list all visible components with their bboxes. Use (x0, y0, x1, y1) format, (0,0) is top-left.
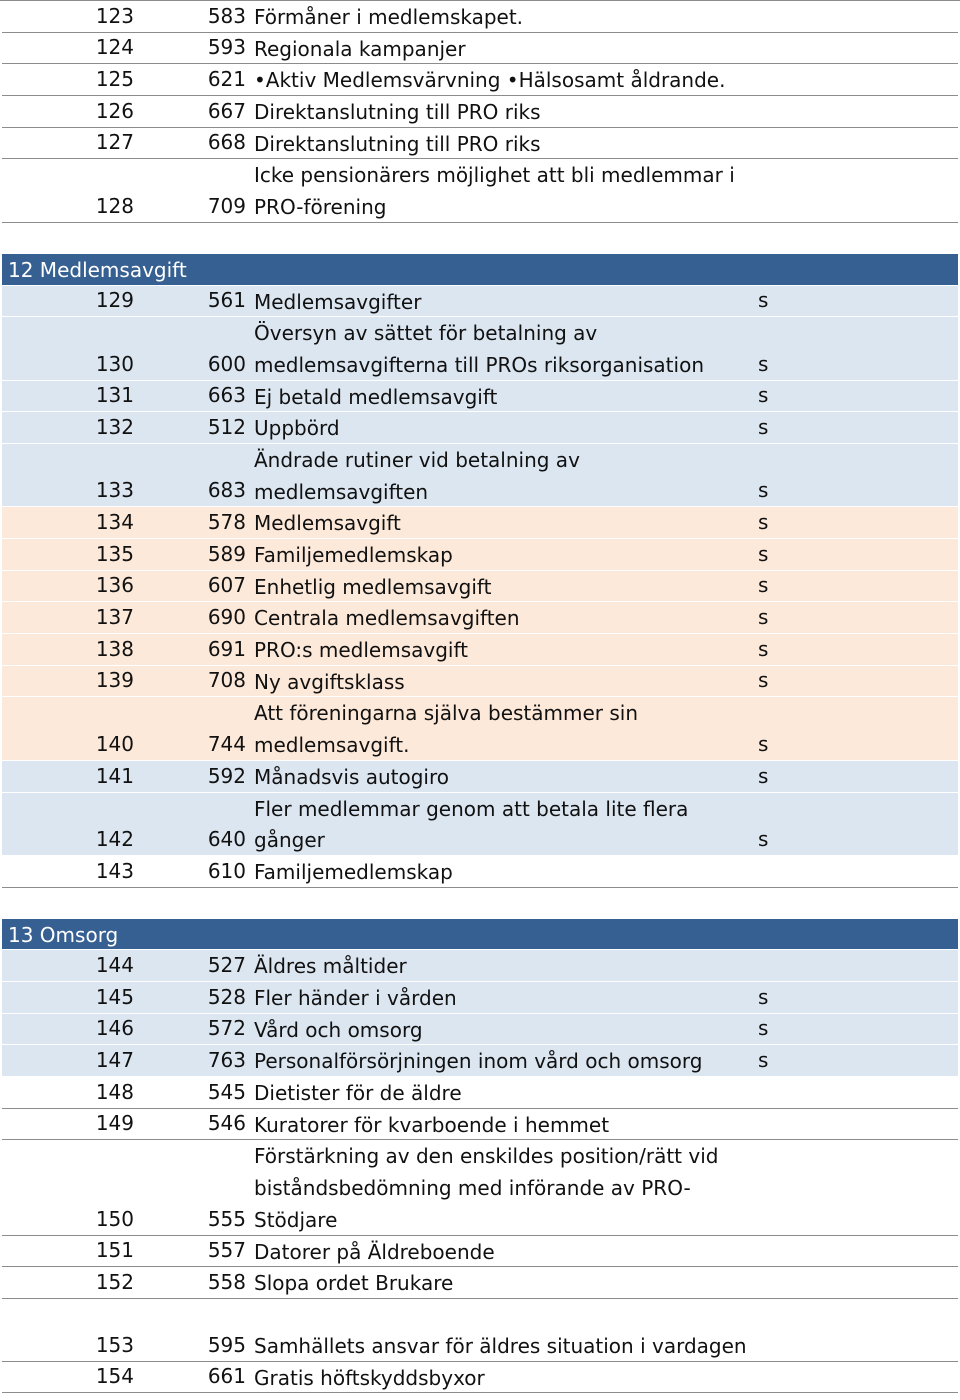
section-header (2, 919, 958, 951)
motion-code: 640 (207, 826, 246, 851)
table-row[interactable] (2, 982, 958, 1014)
row-number: 152 (95, 1269, 134, 1294)
motion-title: medlemsavgift. (254, 733, 410, 758)
motion-title: Medlemsavgifter (254, 289, 422, 314)
table-row[interactable] (2, 634, 958, 666)
motion-code: 572 (207, 1016, 246, 1041)
table-row[interactable] (2, 793, 958, 856)
motion-code: 583 (207, 3, 246, 28)
motion-code: 621 (207, 67, 246, 92)
status-flag: s (758, 763, 769, 788)
motion-code: 558 (207, 1269, 246, 1294)
table-row[interactable] (2, 64, 958, 96)
motion-title: •Aktiv Medlemsvärvning •Hälsosamt åldrande. (254, 68, 726, 93)
table-row[interactable] (2, 412, 958, 444)
motion-code: 667 (207, 98, 246, 123)
table-row[interactable] (2, 1140, 958, 1235)
status-flag: s (758, 605, 769, 630)
status-flag: s (758, 288, 769, 313)
status-flag: s (758, 1048, 769, 1073)
blank-row (2, 223, 958, 254)
table-row[interactable] (2, 159, 958, 222)
row-number: 148 (95, 1079, 134, 1104)
table-row[interactable] (2, 507, 958, 539)
section-header (2, 254, 958, 286)
blank-row (2, 1299, 958, 1330)
motion-title: Datorer på Äldreboende (254, 1239, 495, 1264)
motion-code: 528 (207, 984, 246, 1009)
motion-code: 763 (207, 1048, 246, 1073)
table-row[interactable] (2, 286, 958, 318)
motion-title: gånger (254, 828, 325, 853)
motion-code: 589 (207, 541, 246, 566)
table-row[interactable] (2, 381, 958, 413)
table-row[interactable] (2, 96, 958, 128)
table-row[interactable] (2, 1362, 958, 1394)
blank-row (2, 888, 958, 919)
row-number: 137 (95, 605, 134, 630)
status-flag: s (758, 668, 769, 693)
motion-title: Familjemedlemskap (254, 859, 453, 884)
motion-title: Ny avgiftsklass (254, 669, 405, 694)
table-row[interactable] (2, 33, 958, 65)
row-number: 150 (95, 1206, 134, 1231)
table-row[interactable] (2, 571, 958, 603)
row-number: 147 (95, 1048, 134, 1073)
row-number: 154 (95, 1364, 134, 1389)
motion-title: Enhetlig medlemsavgift (254, 574, 492, 599)
row-number: 140 (95, 731, 134, 756)
row-number: 142 (95, 826, 134, 851)
table-row[interactable] (2, 1, 958, 33)
motion-code: 555 (207, 1206, 246, 1231)
motion-title: Att föreningarna själva bestämmer sin (254, 701, 639, 726)
row-number: 130 (95, 351, 134, 376)
row-number: 139 (95, 668, 134, 693)
row-number: 129 (95, 288, 134, 313)
table-row[interactable] (2, 1267, 958, 1299)
table-row[interactable] (2, 317, 958, 380)
motion-title: Kuratorer för kvarboende i hemmet (254, 1112, 610, 1137)
motion-code: 709 (207, 193, 246, 218)
row-number: 135 (95, 541, 134, 566)
row-number: 131 (95, 383, 134, 408)
row-number: 141 (95, 763, 134, 788)
status-flag: s (758, 731, 769, 756)
motion-code: 527 (207, 953, 246, 978)
motion-title: Ändrade rutiner vid betalning av (254, 447, 580, 472)
table-row[interactable] (2, 1236, 958, 1268)
motion-title: Äldres måltider (254, 954, 407, 979)
motion-code: 557 (207, 1238, 246, 1263)
row-number: 149 (95, 1111, 134, 1136)
motion-code: 708 (207, 668, 246, 693)
table-row[interactable] (2, 539, 958, 571)
motion-title: Dietister för de äldre (254, 1081, 462, 1106)
status-flag: s (758, 510, 769, 535)
section-heading: 12 Medlemsavgift (8, 257, 187, 282)
motion-title: Förmåner i medlemskapet. (254, 5, 524, 29)
motion-title: Slopa ordet Brukare (254, 1271, 454, 1296)
motion-title: Månadsvis autogiro (254, 764, 450, 789)
motion-title: PRO:s medlemsavgift (254, 638, 468, 663)
motion-code: 545 (207, 1079, 246, 1104)
status-flag: s (758, 351, 769, 376)
motion-title: Samhällets ansvar för äldres situation i vardagen (254, 1333, 747, 1358)
motion-code: 744 (207, 731, 246, 756)
row-number: 143 (95, 858, 134, 883)
motion-code: 578 (207, 510, 246, 535)
motion-code: 595 (207, 1332, 246, 1357)
status-flag: s (758, 826, 769, 851)
status-flag: s (758, 383, 769, 408)
table-row[interactable] (2, 1109, 958, 1141)
motion-title: PRO-förening (254, 195, 387, 220)
motion-code: 600 (207, 351, 246, 376)
table-row[interactable] (2, 1014, 958, 1046)
motion-title: Fler händer i vården (254, 986, 457, 1011)
motion-title: Stödjare (254, 1207, 338, 1232)
row-number: 145 (95, 984, 134, 1009)
status-flag: s (758, 478, 769, 503)
motion-code: 561 (207, 288, 246, 313)
motion-code: 592 (207, 763, 246, 788)
motion-title: Vård och omsorg (254, 1017, 423, 1042)
motion-code: 593 (207, 35, 246, 60)
table-row[interactable] (2, 1330, 958, 1362)
motion-title: Förstärkning av den enskildes position/rätt vid (254, 1144, 719, 1169)
motion-title: Familjemedlemskap (254, 543, 453, 568)
motion-title: Regionala kampanjer (254, 36, 466, 61)
motion-title: biståndsbedömning med införande av PRO- (254, 1176, 691, 1201)
motion-title: Personalförsörjningen inom vård och omsorg (254, 1049, 703, 1074)
motion-title: Uppbörd (254, 416, 340, 441)
row-number: 123 (95, 3, 134, 28)
row-number: 151 (95, 1238, 134, 1263)
motion-code: 663 (207, 383, 246, 408)
status-flag: s (758, 1016, 769, 1041)
table-row[interactable] (2, 666, 958, 698)
row-number: 132 (95, 414, 134, 439)
row-number: 125 (95, 67, 134, 92)
row-number: 153 (95, 1332, 134, 1357)
motion-code: 512 (207, 414, 246, 439)
row-number: 146 (95, 1016, 134, 1041)
row-number: 126 (95, 98, 134, 123)
status-flag: s (758, 541, 769, 566)
motion-title: Översyn av sättet för betalning av (254, 321, 598, 346)
table-row[interactable] (2, 444, 958, 507)
motion-title: medlemsavgifterna till PROs riksorganisation (254, 352, 704, 377)
table-row[interactable] (2, 950, 958, 982)
table-row[interactable] (2, 761, 958, 793)
row-number: 127 (95, 130, 134, 155)
motion-title: Icke pensionärers möjlighet att bli medlemmar i (254, 163, 735, 188)
row-number: 124 (95, 35, 134, 60)
motion-title: Gratis höftskyddsbyxor (254, 1365, 485, 1390)
motion-code: 610 (207, 858, 246, 883)
table-row[interactable] (2, 1045, 958, 1077)
motion-title: Medlemsavgift (254, 511, 401, 536)
motion-code: 690 (207, 605, 246, 630)
motion-title: Direktanslutning till PRO riks (254, 131, 541, 156)
motion-title: Fler medlemmar genom att betala lite flera (254, 796, 689, 821)
motion-code: 691 (207, 636, 246, 661)
motion-title: medlemsavgiften (254, 479, 429, 504)
table-row[interactable] (2, 1077, 958, 1109)
row-number: 134 (95, 510, 134, 535)
motion-code: 546 (207, 1111, 246, 1136)
row-number: 144 (95, 953, 134, 978)
table-row[interactable] (2, 856, 958, 888)
motion-code: 661 (207, 1364, 246, 1389)
motion-code: 668 (207, 130, 246, 155)
row-number: 133 (95, 478, 134, 503)
row-number: 136 (95, 573, 134, 598)
row-number: 138 (95, 636, 134, 661)
section-heading: 13 Omsorg (8, 922, 119, 947)
status-flag: s (758, 636, 769, 661)
motion-title: Direktanslutning till PRO riks (254, 100, 541, 125)
status-flag: s (758, 414, 769, 439)
motion-code: 607 (207, 573, 246, 598)
table-row[interactable] (2, 602, 958, 634)
motion-code: 683 (207, 478, 246, 503)
table-row[interactable] (2, 697, 958, 760)
motion-title: Centrala medlemsavgiften (254, 606, 520, 631)
status-flag: s (758, 573, 769, 598)
motion-title: Ej betald medlemsavgift (254, 384, 498, 409)
table-row[interactable] (2, 128, 958, 160)
status-flag: s (758, 984, 769, 1009)
row-number: 128 (95, 193, 134, 218)
